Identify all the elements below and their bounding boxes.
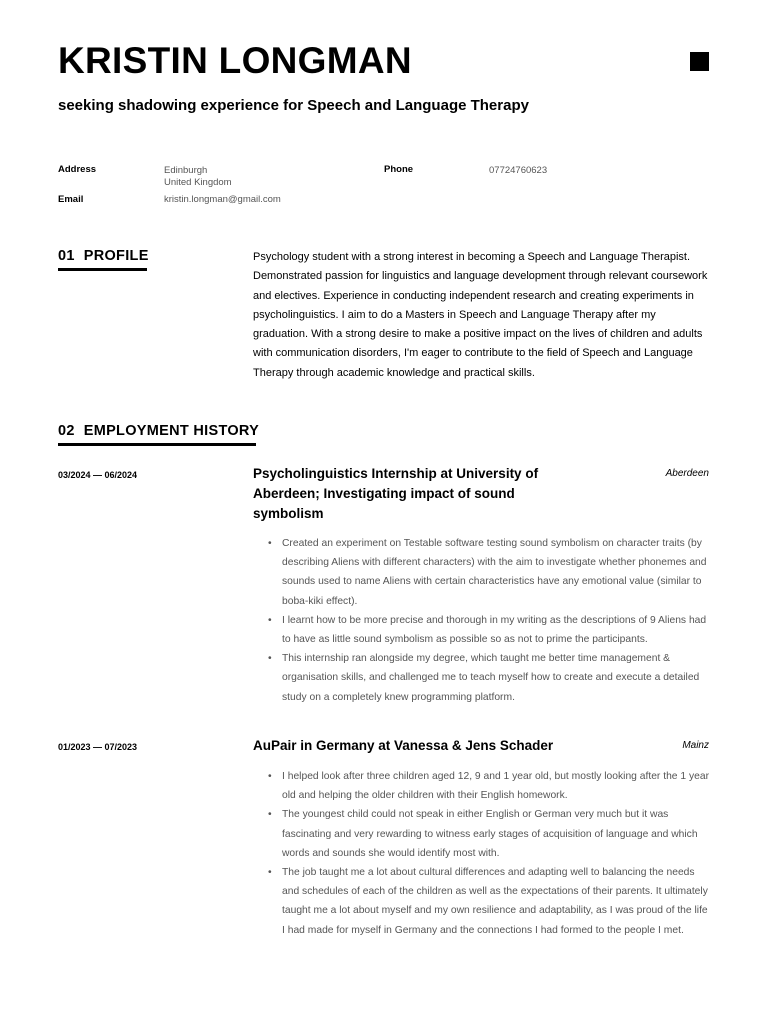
phone-value: 07724760623: [489, 165, 548, 176]
job-city: Aberdeen: [665, 468, 709, 479]
job-bullet: • I helped look after three children aged 12, 9 and 1 year old, but mostly looking after the 1 year old and helping the older children with their English homework.: [268, 767, 713, 805]
job-bullets: [268, 534, 713, 707]
job-bullet: • The youngest child could not speak in either English or German very much but it was fascinating and very rewarding to witness early stages of acquisition of language and which words and sounds she would identify most with.: [268, 805, 713, 863]
resume-tagline: seeking shadowing experience for Speech and Language Therapy: [58, 97, 529, 114]
employment-number: 02: [58, 423, 75, 439]
resume-name: KRISTIN LONGMAN: [58, 40, 412, 81]
job-title: Psycholinguistics Internship at University of Aberdeen; Investigating impact of sound symbolism: [253, 466, 539, 521]
email-value: kristin.longman@gmail.com: [164, 194, 281, 205]
job-title: AuPair in Germany at Vanessa & Jens Schader: [253, 738, 554, 753]
job-bullet: • I learnt how to be more precise and thorough in my writing as the descriptions of 9 Aliens had to have as little sound symbolism as possible so as not to prime the participants.: [268, 611, 713, 649]
job-city: Mainz: [682, 740, 709, 751]
profile-number: 01: [58, 248, 75, 264]
address-label: Address: [58, 164, 97, 175]
job-bullet: • The job taught me a lot about cultural differences and adapting well to balancing the needs and schedules of each of the children as well as the expectations of their parents. It ultimately taught me a lot about myself and my own resilience and adaptability, as I was proud of the life I had made for myself in Germany and the connections I had formed to the people I met.: [268, 863, 713, 940]
employment-underline: [58, 443, 256, 446]
email-label: Email: [58, 194, 84, 205]
black-square-icon: [690, 52, 709, 71]
phone-label: Phone: [384, 164, 414, 175]
profile-title: PROFILE: [83, 248, 149, 264]
job-bullet: • Created an experiment on Testable software testing sound symbolism on character traits (by describing Aliens with different characters) with the aim to investigate whether phonemes and sounds used to name Aliens with certain characteristics have any emotional value (similar to boba-kiki effect).: [268, 534, 713, 611]
employment-title: EMPLOYMENT HISTORY: [83, 423, 260, 439]
address-line1: Edinburgh: [164, 165, 208, 176]
job-dates: 03/2024 — 06/2024: [58, 470, 138, 480]
employment-heading: [58, 423, 259, 439]
profile-underline: [58, 268, 147, 271]
profile-text: Psychology student with a strong interest in becoming a Speech and Language Therapist. Demonstrated passion for linguistics and language development through relevant coursework and electives. Experience in conducting independent research and creating experiments in psycholinguistics. I aim to do a Masters in Speech and Language Therapy after my graduation. With a strong desire to make a positive impact on the lives of children and adults with communication disorders, I'm eager to contribute to the field of Speech and Language Therapy through academic knowledge and practical skills.: [253, 251, 708, 379]
address-line2: United Kingdom: [164, 177, 232, 188]
job-bullet: • This internship ran alongside my degree, which taught me better time management & organisation skills, and challenged me to teach myself how to create and execute a detailed study on a completely knew programming platform.: [268, 649, 713, 707]
job-bullets: [268, 767, 713, 940]
profile-heading: [58, 248, 149, 264]
job-dates: 01/2023 — 07/2023: [58, 742, 138, 752]
